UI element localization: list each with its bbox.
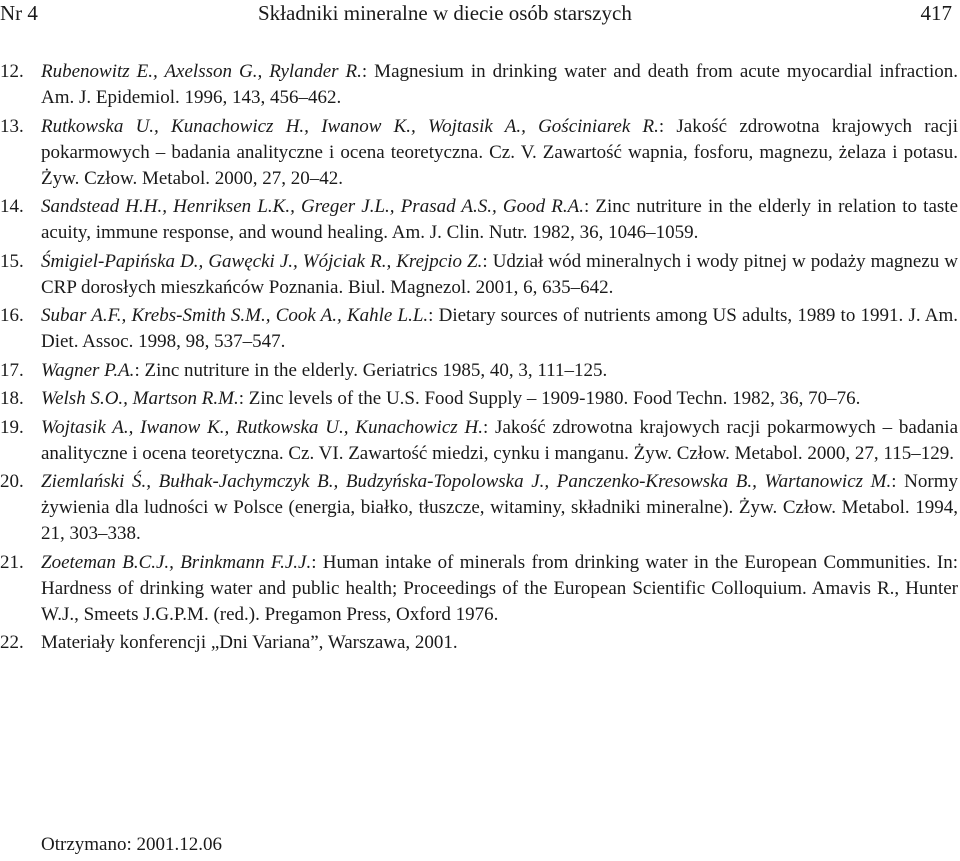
reference-number: 19. xyxy=(0,416,24,438)
reference-item xyxy=(0,550,958,628)
received-date: Otrzymano: 2001.12.06 xyxy=(41,834,223,855)
reference-authors: Wojtasik A., Iwanow K., Rutkowska U., Kunachowicz H. xyxy=(41,416,483,438)
reference-item xyxy=(0,358,958,384)
reference-text: : Normy żywienia dla ludności w Polsce (energia, białko, tłuszcze, witaminy, składniki mineralne). Żyw. Człow. Metabol. 1994, 21, 303–338. xyxy=(41,471,958,544)
reference-text: : Jakość zdrowotna krajowych racji pokarmowych – badania analityczne i ocena teoretyczna. Cz. VI. Zawartość miedzi, cynku i manganu. Żyw. Człow. Metabol. 2000, 27, 115–129. xyxy=(41,416,958,464)
reference-number: 15. xyxy=(0,250,24,272)
reference-item xyxy=(0,194,958,246)
reference-number: 17. xyxy=(0,359,24,381)
reference-number: 22. xyxy=(0,632,24,653)
reference-text: : Zinc nutriture in the elderly. Geriatrics 1985, 40, 3, 111–125. xyxy=(134,359,608,381)
reference-item xyxy=(0,114,958,192)
reference-text: : Magnesium in drinking water and death from acute myocardial infraction. Am. J. Epidemiol. 1996, 143, 456–462. xyxy=(41,61,958,108)
reference-item xyxy=(0,386,958,412)
reference-item xyxy=(0,630,958,656)
reference-number: 20. xyxy=(0,471,24,492)
reference-authors: Śmigiel-Papińska D., Gawęcki J., Wójciak R., Krejpcio Z. xyxy=(41,250,483,272)
reference-item xyxy=(0,469,958,547)
page-number: 417 xyxy=(920,1,952,25)
reference-authors: Wagner P.A. xyxy=(41,359,135,381)
page-header xyxy=(0,0,960,28)
reference-number: 18. xyxy=(0,388,24,409)
reference-authors: Ziemlański Ś., Bułhak-Jachymczyk B., Budzyńska-Topolowska J., Panczenko-Kresowska B., Wartanowicz M. xyxy=(41,471,892,492)
reference-authors: Subar A.F., Krebs-Smith S.M., Cook A., Kahle L.L. xyxy=(41,305,429,326)
running-title: Składniki mineralne w diecie osób starszych xyxy=(258,1,632,25)
reference-text: : Jakość zdrowotna krajowych racji pokarmowych – badania analityczne i ocena teoretyczna. Cz. V. Zawartość wapnia, fosforu, magnezu, żelaza i potasu. Żyw. Człow. Metabol. 2000, 27, 20–42. xyxy=(41,115,958,189)
reference-item xyxy=(0,59,958,111)
reference-authors: Sandstead H.H., Henriksen L.K., Greger J.L., Prasad A.S., Good R.A. xyxy=(41,196,584,217)
reference-number: 21. xyxy=(0,551,24,573)
reference-number: 16. xyxy=(0,305,24,326)
reference-item xyxy=(0,249,958,301)
reference-authors: Zoeteman B.C.J., Brinkmann F.J.J. xyxy=(41,551,312,573)
reference-text: : Dietary sources of nutrients among US adults, 1989 to 1991. J. Am. Diet. Assoc. 1998, 98, 537–547. xyxy=(41,305,958,352)
issue-number: Nr 4 xyxy=(0,1,38,25)
reference-authors: Rubenowitz E., Axelsson G., Rylander R. xyxy=(41,61,362,82)
reference-authors: Rutkowska U., Kunachowicz H., Iwanow K., Wojtasik A., Gościniarek R. xyxy=(41,115,659,137)
reference-item xyxy=(0,415,958,467)
reference-text: : Zinc levels of the U.S. Food Supply – 1909-1980. Food Techn. 1982, 36, 70–76. xyxy=(238,388,861,409)
reference-text: : Udział wód mineralnych i wody pitnej w podaży magnezu w CRP dorosłych mieszkańców Poznania. Biul. Magnezol. 2001, 6, 635–642. xyxy=(41,250,958,298)
reference-text: : Human intake of minerals from drinking water in the European Communities. In: Hardness of drinking water and public health; Proceedings of the European Scientific Colloquium. Amavis R., Hunter W.J., Smeets J.G.P.M. (red.). Pregamon Press, Oxford 1976. xyxy=(41,551,958,625)
reference-number: 13. xyxy=(0,115,24,137)
reference-number: 12. xyxy=(0,61,24,82)
reference-list xyxy=(0,59,958,659)
reference-text: : Zinc nutriture in the elderly in relation to taste acuity, immune response, and wound healing. Am. J. Clin. Nutr. 1982, 36, 1046–1059. xyxy=(41,196,958,243)
reference-text: Materiały konferencji „Dni Variana”, Warszawa, 2001. xyxy=(41,632,458,653)
reference-number: 14. xyxy=(0,196,24,217)
reference-item xyxy=(0,303,958,355)
reference-authors: Welsh S.O., Martson R.M. xyxy=(41,388,239,409)
